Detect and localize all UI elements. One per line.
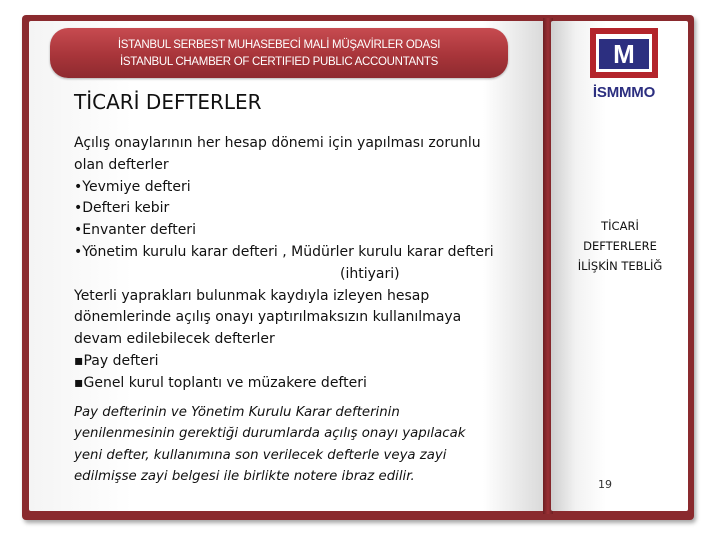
side-title-line-3: İLİŞKİN TEBLİĞ xyxy=(577,259,663,273)
note-text xyxy=(74,402,514,488)
header-line-2: İSTANBUL CHAMBER OF CERTIFIED PUBLIC ACCOUNTANTS xyxy=(119,56,439,68)
side-title-line-2: DEFTERLERE xyxy=(583,239,657,253)
page-title: TİCARİ DEFTERLER xyxy=(74,90,262,114)
list-item: •Yönetim kurulu karar defteri , Müdürler kurulu karar defteri xyxy=(74,243,494,260)
logo-text: İSMMMO xyxy=(592,84,656,101)
body-line: Yeterli yaprakları bulunmak kaydıyla izleyen hesap xyxy=(74,287,430,304)
note-line: yenilenmesinin gerektiği durumlarda açılış onayı yapılacak xyxy=(74,426,466,442)
body-line: dönemlerinde açılış onayı yaptırılmaksızın kullanılmaya xyxy=(74,309,462,326)
header-line-1: İSTANBUL SERBEST MUHASEBECİ MALİ MÜŞAVİRLER ODASI xyxy=(117,39,441,51)
list-item: •Envanter defteri xyxy=(74,222,196,239)
list-item: •Defteri kebir xyxy=(74,200,170,217)
note-line: edilmişse zayi belgesi ile birlikte notere ibraz edilir. xyxy=(74,469,415,485)
body-line: olan defterler xyxy=(74,156,169,173)
header-banner xyxy=(50,28,508,78)
side-title-line-1: TİCARİ xyxy=(601,219,639,233)
side-title xyxy=(560,216,680,276)
body-line: (ihtiyari) xyxy=(340,265,400,282)
body-text xyxy=(74,133,524,395)
list-item: •Yevmiye defteri xyxy=(74,178,191,195)
logo-mark: M xyxy=(599,39,649,69)
body-line: Açılış onaylarının her hesap dönemi için yapılması zorunlu xyxy=(74,135,481,151)
logo-icon xyxy=(590,28,658,78)
note-line: yeni defter, kullanımına son verilecek defterle veya zayi xyxy=(74,447,447,463)
ismmmo-logo xyxy=(590,28,658,103)
body-line: devam edilebilecek defterler xyxy=(74,331,275,348)
list-item: ▪Pay defteri xyxy=(74,352,159,369)
page-number: 19 xyxy=(598,478,612,491)
list-item: ▪Genel kurul toplantı ve müzakere defteri xyxy=(74,374,367,391)
note-line: Pay defterinin ve Yönetim Kurulu Karar defterinin xyxy=(74,405,400,420)
